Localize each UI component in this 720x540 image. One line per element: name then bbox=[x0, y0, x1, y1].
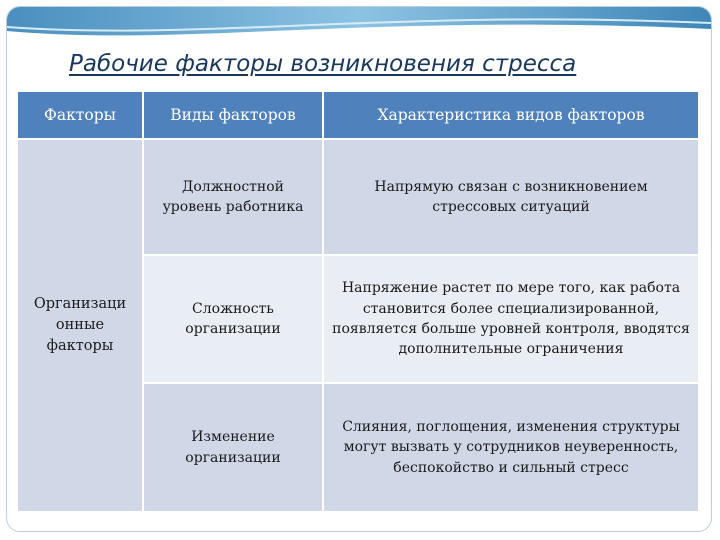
factor-type: Должностной уровень работника bbox=[144, 140, 322, 254]
page-title: Рабочие факторы возникновения стресса bbox=[69, 51, 577, 77]
header-characteristics: Характеристика видов факторов bbox=[324, 92, 698, 138]
group-label: Организаци онные факторы bbox=[33, 295, 127, 354]
header-factor-types: Виды факторов bbox=[144, 92, 322, 138]
factor-description: Напрямую связан с возникновением стрессовых ситуаций bbox=[324, 140, 698, 254]
header-decoration bbox=[7, 7, 711, 43]
factor-description: Напряжение растет по мере того, как работа становится более специализированной, появляется больше уровней контроля, вводятся дополнительные ограничения bbox=[324, 256, 698, 382]
factor-type: Изменение организации bbox=[144, 384, 322, 511]
factor-description: Слияния, поглощения, изменения структуры могут вызвать у сотрудников неуверенность, беспокойство и сильный стресс bbox=[324, 384, 698, 511]
stress-factors-table bbox=[16, 90, 700, 513]
factor-type: Сложность организации bbox=[144, 256, 322, 382]
header-factors: Факторы bbox=[18, 92, 142, 138]
table-header-row bbox=[18, 92, 698, 138]
group-cell bbox=[18, 140, 142, 511]
table-row bbox=[18, 140, 698, 254]
